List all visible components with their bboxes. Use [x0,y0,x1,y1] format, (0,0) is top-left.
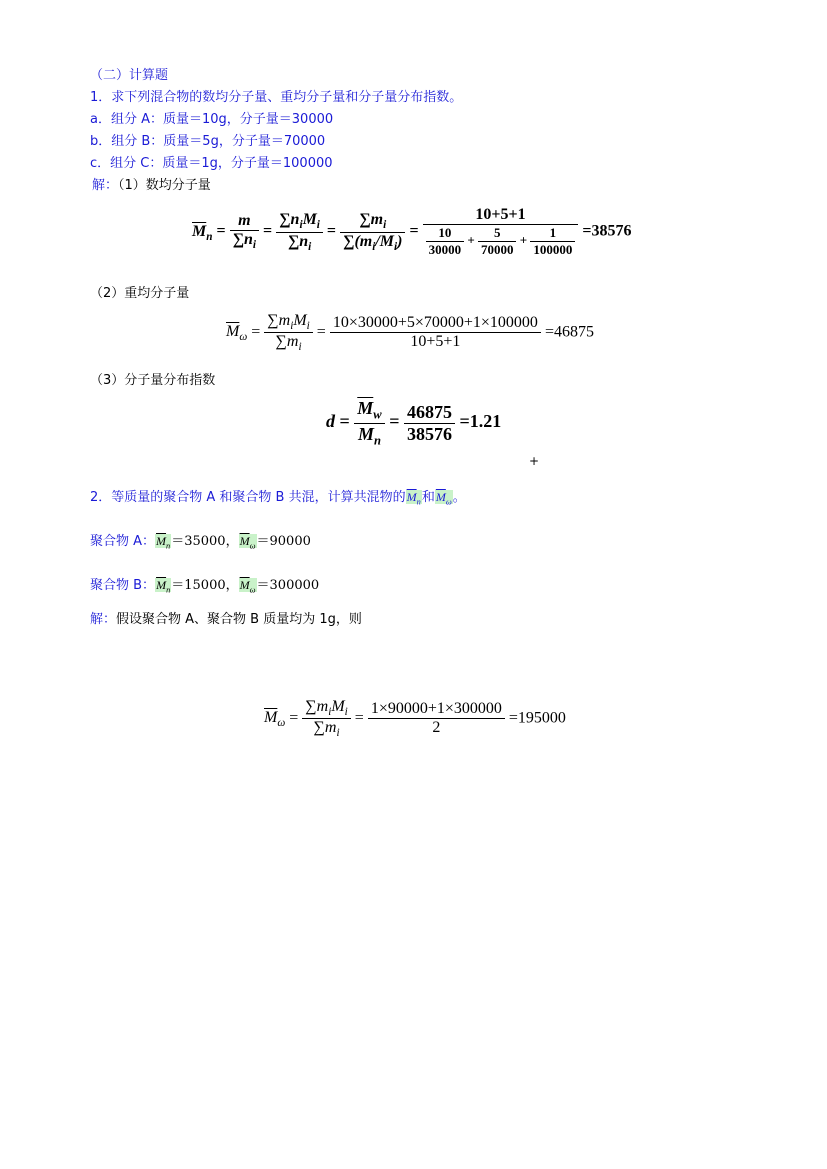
q1-item-b: b．组分 B：质量＝5g，分子量＝70000 [90,134,326,149]
eq1-frac3-den: ∑(m [343,232,373,250]
eq-distribution-index: d = $\frac{\overline{M}_w}{\overline{M}_n}$ = $\frac{46875}{38576}$ =1.21 [326,398,502,448]
eq3-frac1-den: $\overline{M}$ [357,423,374,444]
eq2-frac1-den: ∑m [275,333,299,351]
eq1-frac2-den: ∑n [287,232,309,250]
q2-polymer-a-mn-letter: $\overline{M}$ [156,534,167,548]
plus-mark: + [529,454,540,468]
eq4-lhs: $\overline{M}$ [264,709,278,727]
eq1-lhs-sub: n [206,230,213,243]
q1-solution-label: 解： [92,178,119,193]
q2-polymer-b-mw-letter: $\overline{M}$ [239,578,250,592]
q2-polymer-b-mw-sub: ω [249,585,256,595]
eq1-frac2-num: ∑n [279,211,300,229]
eq-number-average: $\overline{M}_n$ = $\frac{m}{\sum n_i}$ = $\frac{\sum n_iM_i}{\sum n_i}$ = $\frac{\sum m_i}{\sum(m_i/M_i)}$ = 10+5+1 $\frac{10}{30000}$ + $\frac{5}{70000}$ + $\frac{1}{100000}$ =38576 [192,206,632,257]
q2-solution-text: 假设聚合物 A、聚合物 B 质量均为 1g，则 [116,612,362,627]
eq1-term2-num: 5 [493,225,501,240]
eq4-lhs-sub: ω [277,717,286,730]
eq1-frac3-den2: /M [375,232,394,250]
q2-polymer-a-mw-symbol [239,534,257,551]
eq1-frac4-num: 10+5+1 [475,206,526,223]
eq2-frac2-num: 10×30000+5×70000+1×100000 [332,314,538,332]
q1-item-c: c．组分 C：质量＝1g，分子量＝100000 [90,156,333,171]
q2-solution-label: 解： [90,612,117,627]
eq1-frac4: 10+5+1 $\frac{10}{30000}$ + $\frac{5}{70000}$ + $\frac{1}{100000}$ [423,206,579,258]
eq1-frac1-den: ∑n [232,231,253,249]
q2-mn-sub: n [416,497,421,507]
q2-question-end: 。 [452,490,466,505]
q2-polymer-a-mw-value: ＝90000 [256,534,311,549]
q2-polymer-a-mw-sub: ω [249,541,256,551]
q2-question-pre: 2．等质量的聚合物 A 和聚合物 B 共混，计算共混物的 [90,490,406,505]
eq1-term2 [478,225,517,258]
eq1-term3 [530,225,575,258]
eq3-lhs: d [326,411,335,432]
eq1-frac1: $\frac{m}{\sum n_i}$ [230,212,259,251]
q2-polymer-b-mw-symbol [239,578,257,595]
eq1-lhs: $\overline{M}$ [192,222,207,240]
eq-weight-average: $\overline{M}_\omega$ = $\frac{\sum m_iM_i}{\sum m_i}$ = $\frac{10\times 30000+5\times 70000+1\times 100000}{10+5+1}$ =46875 [226,312,594,354]
eq3-frac2 [404,402,455,445]
q2-polymer-a-mw-letter: $\overline{M}$ [239,534,250,548]
eq4-frac1: $\frac{\sum m_iM_i}{\sum m_i}$ [302,698,351,739]
eq2-result: 46875 [553,323,594,341]
q2-polymer-b-mn-sub: n [166,585,171,595]
q2-mw-sub: ω [445,497,452,507]
q2-polymer-b-mn-letter: $\overline{M}$ [156,578,167,592]
eq2-frac2-den: 10+5+1 [330,332,541,351]
q1-step3-label: （3）分子量分布指数 [90,373,216,388]
eq1-frac1-num: m [238,212,251,230]
q2-polymer-b-mn-value: ＝15000， [171,578,239,593]
eq3-frac1-num-sub: w [373,407,382,422]
q2-mn-symbol [406,490,422,507]
section-title: （二）计算题 [90,68,169,83]
eq4-frac1-den: ∑m [313,719,337,737]
q2-polymer-a [90,530,311,550]
eq3-result: 1.21 [469,411,502,432]
eq2-frac1: $\frac{\sum m_iM_i}{\sum m_i}$ [264,312,313,353]
q2-polymer-a-label: 聚合物 A： [90,534,156,549]
eq4-frac2-den: 2 [368,718,505,737]
eq1-frac2: $\frac{\sum n_iM_i}{\sum n_i}$ [276,211,323,252]
eq4-result: 195000 [517,709,566,727]
q1-question: 1．求下列混合物的数均分子量、重均分子量和分子量分布指数。 [90,90,463,105]
q2-polymer-b-label: 聚合物 B： [90,578,156,593]
eq1-frac3: $\frac{\sum m_i}{\sum(m_i/M_i)}$ [340,211,405,252]
q2-polymer-a-mn-symbol [155,534,171,551]
eq1-frac2-num2: M [302,211,317,229]
q1-item-a: a．组分 A：质量＝10g，分子量＝30000 [90,112,334,127]
eq2-frac1-num2: M [293,312,307,329]
eq2-lhs: $\overline{M}$ [226,323,240,341]
q2-polymer-b-mn-symbol [155,578,171,595]
eq1-term2-den: 70000 [478,241,517,258]
eq2-frac2 [330,314,541,351]
eq4-frac1-num2: M [331,698,345,715]
eq1-term1-num: 10 [438,225,452,240]
eq1-term1 [426,225,465,258]
q2-mw-letter: $\overline{M}$ [435,490,446,504]
q2-solution-line [90,608,362,627]
q2-mw-symbol [435,490,453,507]
q2-mn-letter: $\overline{M}$ [406,490,417,504]
eq1-result: 38576 [591,222,632,240]
q1-step1-label: （1）数均分子量 [118,178,211,193]
eq1-term3-num: 1 [549,225,557,240]
eq3-frac1-num: $\overline{M}$ [357,398,374,418]
eq-blend-weight-average: $\overline{M}_\omega$ = $\frac{\sum m_iM_i}{\sum m_i}$ = $\frac{1\times 90000+1\times 300000}{2}$ =195000 [264,698,566,740]
eq2-frac1-num: ∑m [267,312,291,329]
q2-polymer-a-mn-sub: n [166,541,171,551]
eq3-frac2-den: 38576 [404,423,455,445]
q2-polymer-b [90,574,319,594]
eq3-frac1-den-sub: n [373,433,381,448]
q1-step2-label: （2）重均分子量 [90,286,190,301]
q2-question-mid: 和 [421,490,435,505]
eq1-term1-den: 30000 [426,241,465,258]
eq3-frac1 [354,398,384,448]
eq2-lhs-sub: ω [239,331,248,344]
q2-polymer-a-mn-value: ＝35000， [171,534,239,549]
q2-question [90,486,466,506]
eq4-frac2-num: 1×90000+1×300000 [370,700,502,718]
eq1-term3-den: 100000 [530,241,575,258]
eq3-frac2-num: 46875 [406,401,452,422]
eq4-frac2 [368,700,505,737]
eq1-frac3-num: ∑m [359,211,384,229]
eq4-frac1-num: ∑m [305,698,329,715]
q1-solution-line [92,174,211,193]
q2-polymer-b-mw-value: ＝300000 [256,578,320,593]
